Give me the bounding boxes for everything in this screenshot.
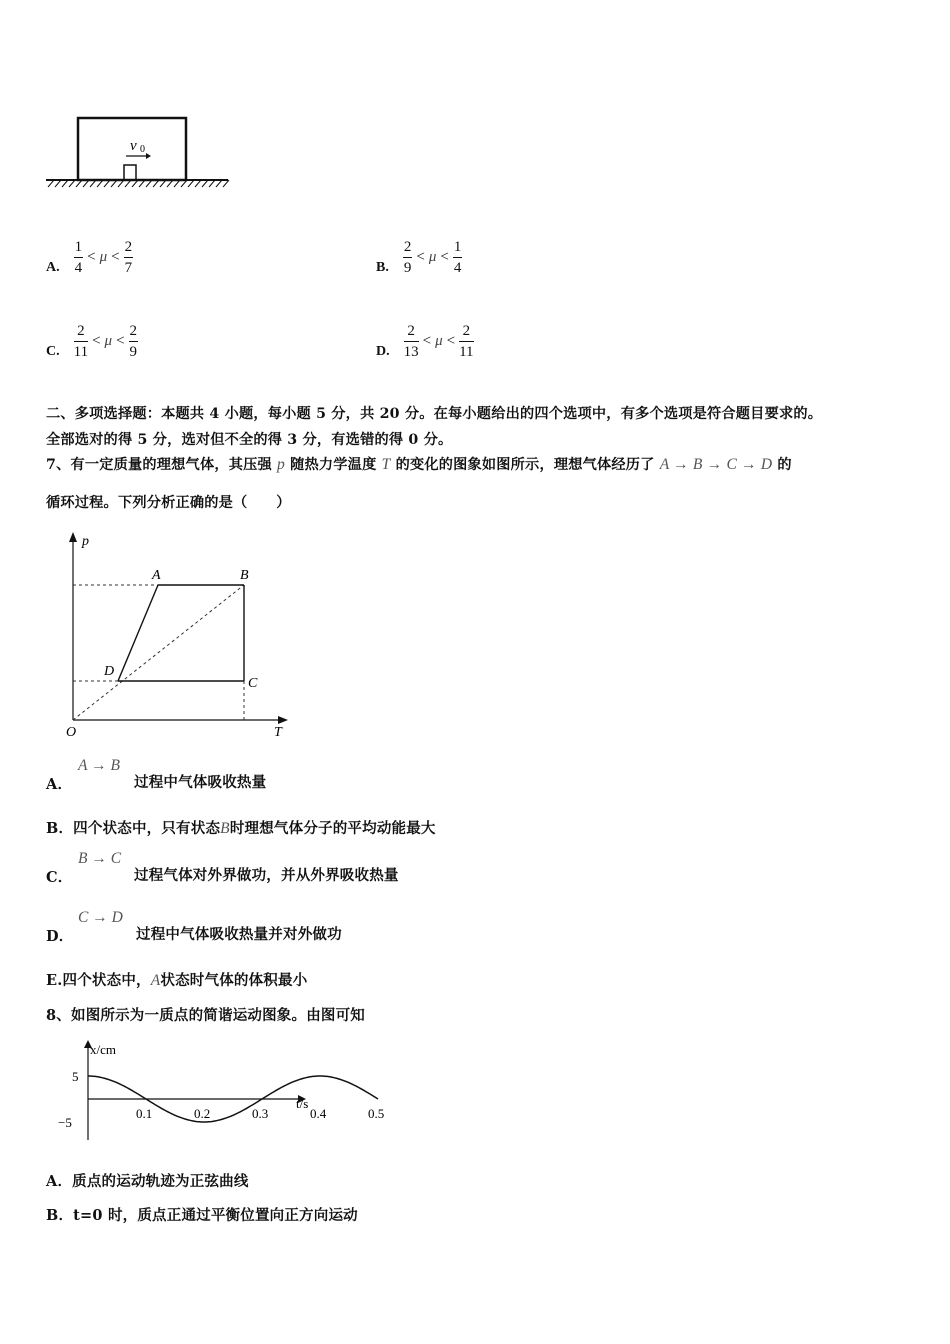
hatch-line xyxy=(188,180,194,187)
option-letter: C. xyxy=(46,344,60,359)
q8-stem: 8、如图所示为一质点的简谐运动图象。由图可知 xyxy=(46,1007,365,1024)
hatch-line xyxy=(62,180,68,187)
option-text: 过程中气体吸收热量 xyxy=(134,774,267,791)
t-axis-arrowhead xyxy=(278,716,288,724)
q6-option-d[interactable] xyxy=(376,322,474,360)
q7-option-b[interactable]: B．四个状态中，只有状态B时理想气体分子的平均动能最大 xyxy=(46,820,436,837)
hatch-line xyxy=(216,180,222,187)
small-block xyxy=(124,165,136,180)
section-2-heading: 二、多项选择题：本题共 4 小题，每小题 5 分，共 20 分。在每小题给出的四个选项中，有多个选项是符合题目要求的。 xyxy=(46,406,823,422)
label-c: C xyxy=(248,676,258,691)
x-axis-label: t/s xyxy=(296,1096,309,1111)
q7-option-c[interactable] xyxy=(46,850,646,886)
p-axis-label: p xyxy=(82,534,89,549)
q7-stem: 7、有一定质量的理想气体，其压强 p 随热力学温度 T 的变化的图象如图所示，理想气体经历了 A → B → C → D 的 xyxy=(46,456,792,473)
label-b: B xyxy=(240,568,249,583)
hatch-line xyxy=(223,180,229,187)
q7-option-d[interactable] xyxy=(46,909,646,945)
y-tick-label: 5 xyxy=(72,1069,79,1084)
q6-option-c[interactable] xyxy=(46,322,138,360)
q8-option-b[interactable]: B．t=0 时，质点正通过平衡位置向正方向运动 xyxy=(46,1207,358,1224)
q7-option-a[interactable] xyxy=(46,757,646,793)
hatch-line xyxy=(48,180,54,187)
t-axis-label: T xyxy=(274,725,282,740)
q7-stem-line2: 循环过程。下列分析正确的是（ ） xyxy=(46,495,291,511)
hatch-line xyxy=(55,180,61,187)
velocity-label: v xyxy=(130,138,137,154)
option-text: 过程气体对外界做功，并从外界吸收热量 xyxy=(134,867,399,884)
hatch-line xyxy=(202,180,208,187)
origin-label: O xyxy=(66,725,77,740)
label-d: D xyxy=(104,664,115,679)
x-tick-label: 0.5 xyxy=(368,1106,385,1121)
x-tick-label: 0.3 xyxy=(252,1106,269,1121)
option-letter: B. xyxy=(376,260,389,275)
hatch-line xyxy=(195,180,201,187)
option-math: A → B xyxy=(78,757,120,774)
hatch-line xyxy=(209,180,215,187)
y-axis-label: x/cm xyxy=(90,1042,116,1057)
q6-option-a[interactable] xyxy=(46,238,133,276)
option-math: C → D xyxy=(78,909,123,926)
velocity-subscript: 0 xyxy=(140,144,145,155)
box-on-ground-figure xyxy=(40,110,240,195)
label-a: A xyxy=(152,568,161,583)
shm-chart xyxy=(52,1038,385,1148)
hatch-line xyxy=(69,180,75,187)
inequality: $\frac{2}{13}$ < μ < $\frac{2}{11}$ xyxy=(403,322,474,360)
inequality: $\frac{1}{4}$ < μ < $\frac{2}{7}$ xyxy=(74,238,133,276)
section-2-scoring: 全部选对的得 5 分，选对但不全的得 3 分，有选错的得 0 分。 xyxy=(46,432,453,448)
segment-da xyxy=(118,585,158,681)
p-t-graph xyxy=(52,530,302,745)
inequality: $\frac{2}{9}$ < μ < $\frac{1}{4}$ xyxy=(403,238,462,276)
q7-option-e[interactable]: E.四个状态中，A状态时气体的体积最小 xyxy=(46,972,308,989)
q8-option-a[interactable]: A．质点的运动轨迹为正弦曲线 xyxy=(46,1173,249,1190)
option-math: B → C xyxy=(78,850,122,867)
velocity-arrowhead xyxy=(146,153,151,159)
dashed-diagonal xyxy=(73,585,244,720)
option-letter: C． xyxy=(46,869,73,886)
option-letter: A. xyxy=(46,260,60,275)
p-axis-arrowhead xyxy=(69,532,77,542)
x-tick-label: 0.1 xyxy=(136,1106,153,1121)
q6-option-b[interactable] xyxy=(376,238,462,276)
y-tick-label: −5 xyxy=(58,1115,72,1130)
x-tick-label: 0.2 xyxy=(194,1106,211,1121)
x-tick-label: 0.4 xyxy=(310,1106,327,1121)
option-letter: D. xyxy=(376,344,390,359)
option-letter: D． xyxy=(46,928,74,945)
option-text: 过程中气体吸收热量并对外做功 xyxy=(136,926,342,943)
inequality: $\frac{2}{11}$ < μ < $\frac{2}{9}$ xyxy=(73,322,138,360)
option-letter: A． xyxy=(46,776,73,793)
